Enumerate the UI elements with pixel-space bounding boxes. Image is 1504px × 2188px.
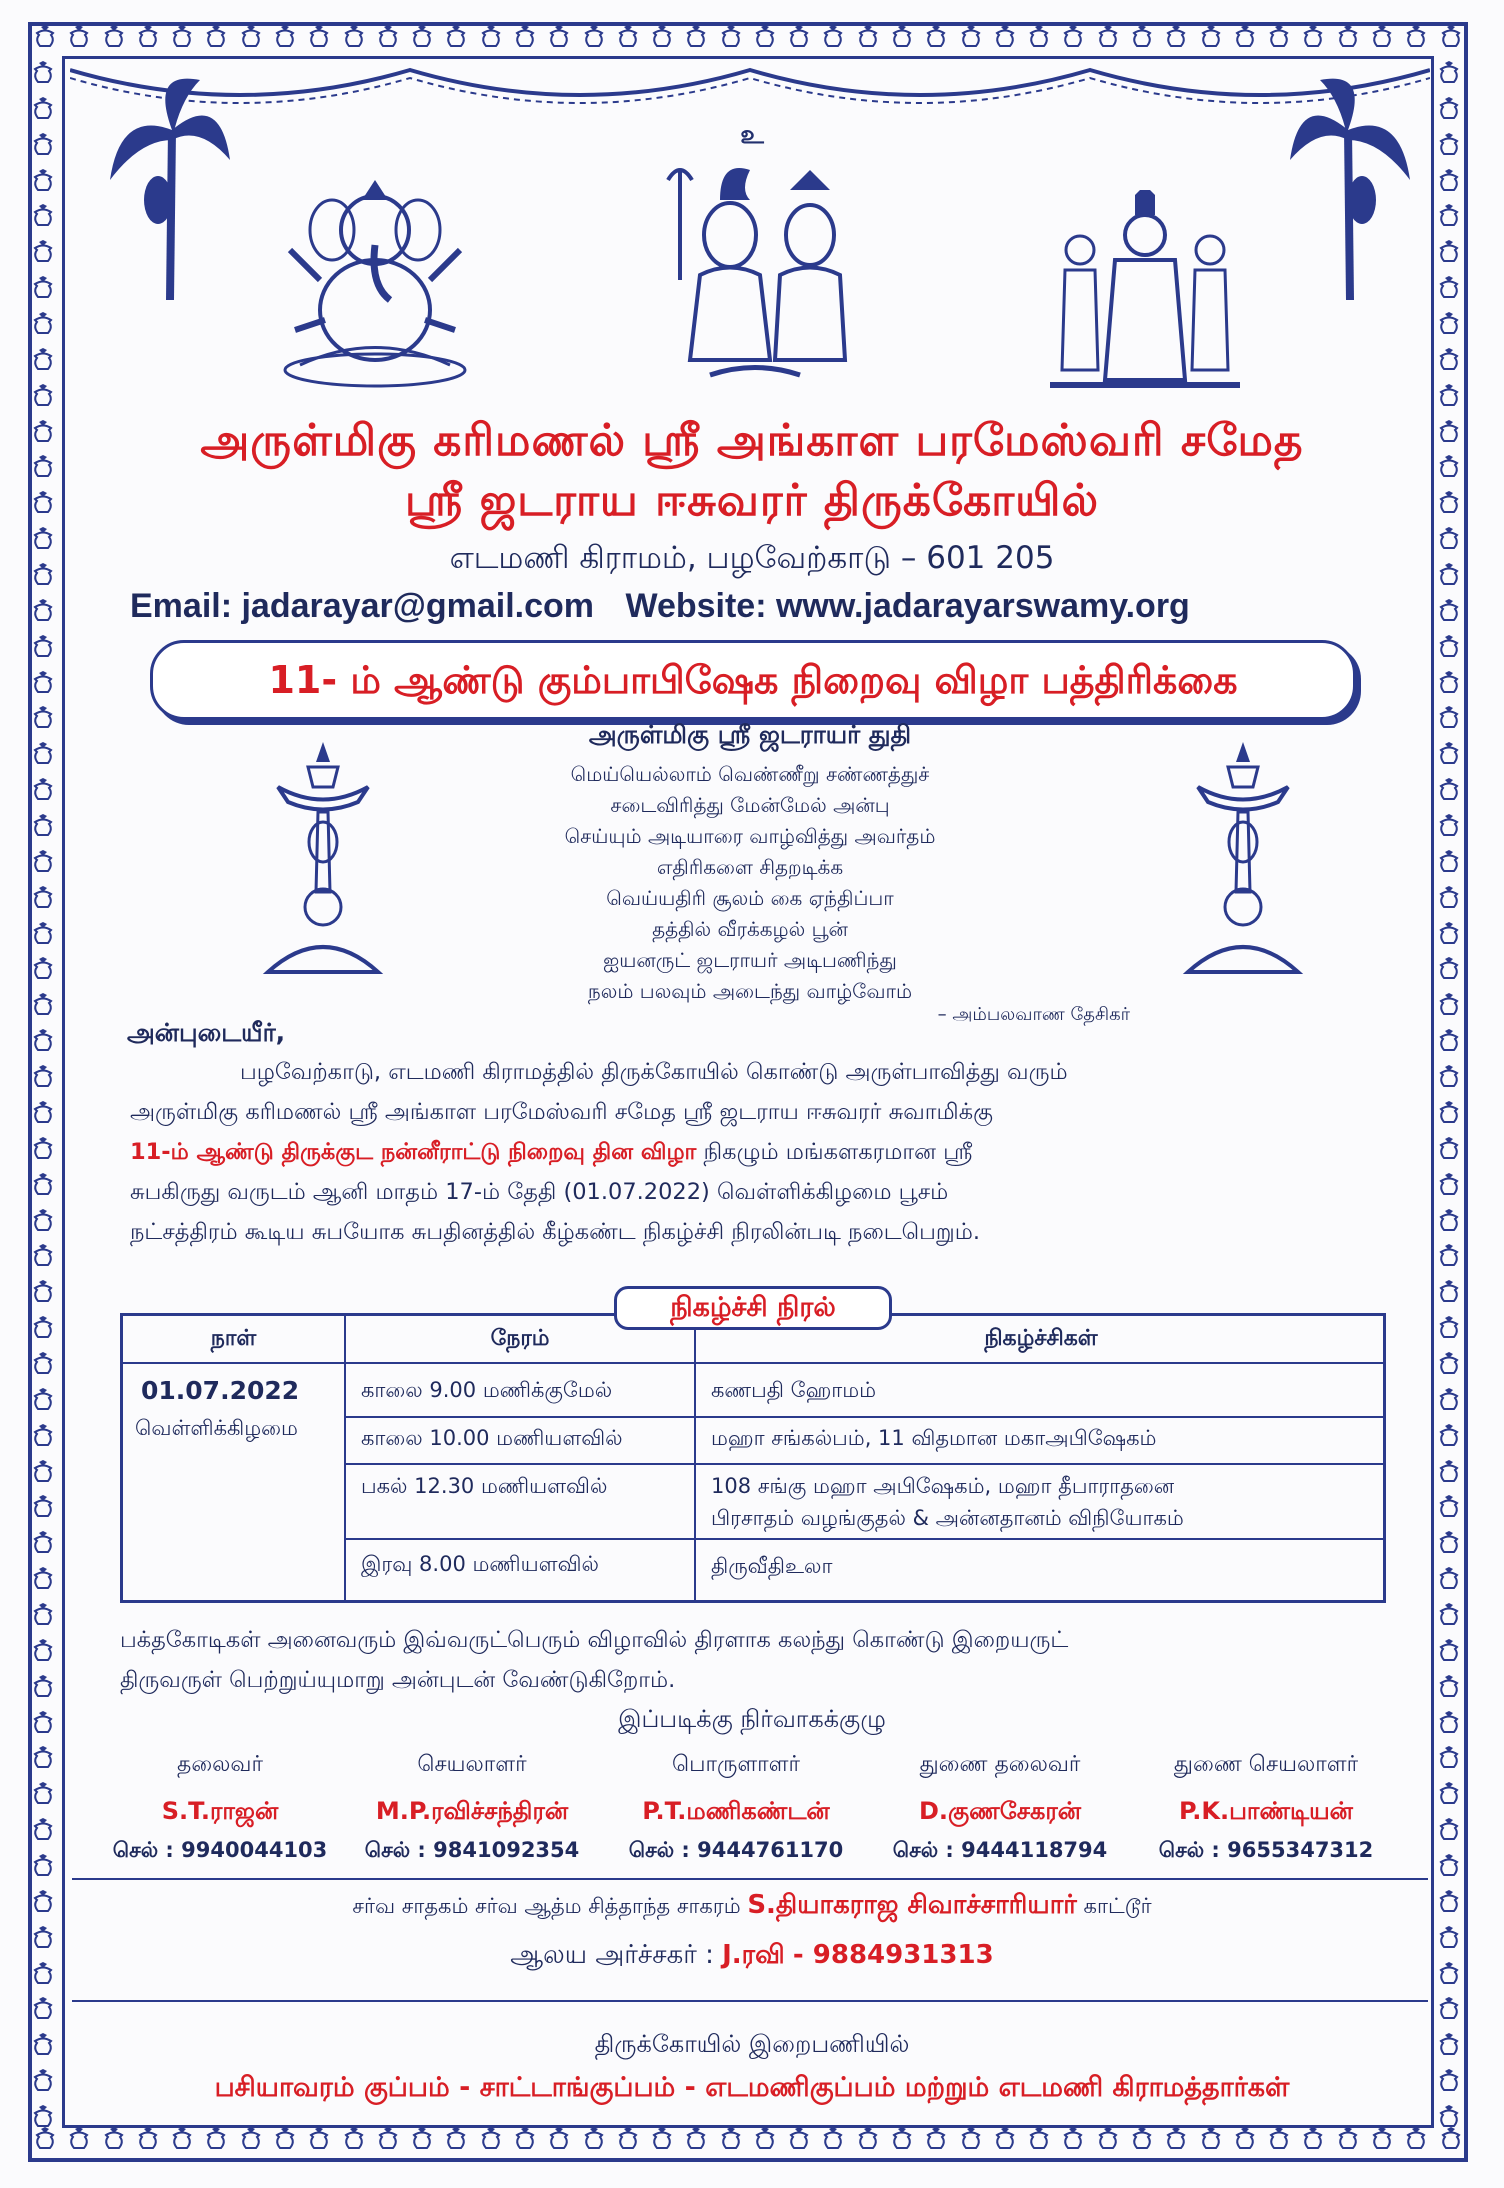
pot-ornament-icon xyxy=(820,2126,846,2152)
pot-ornament-icon xyxy=(30,1423,56,1449)
pot-ornament-icon xyxy=(272,2126,298,2152)
pot-ornament-icon xyxy=(30,670,56,696)
pot-ornament-icon xyxy=(1163,24,1189,50)
pot-ornament-icon xyxy=(1436,419,1462,445)
pot-ornament-icon xyxy=(786,2126,812,2152)
row-divider xyxy=(344,1463,1383,1465)
poem-line: மெய்யெல்லாம் வெண்ணீறு சண்ணத்துச் xyxy=(570,762,930,786)
pot-ornament-icon xyxy=(1403,2126,1429,2152)
row-time: காலை 9.00 மணிக்குமேல் xyxy=(361,1378,613,1402)
pot-ornament-icon xyxy=(409,2126,435,2152)
pot-ornament-icon xyxy=(30,992,56,1018)
temple-title-line2: ஸ்ரீ ஜடராய ஈசுவரர் திருக்கோயில் xyxy=(405,475,1099,526)
pot-ornament-icon xyxy=(752,24,778,50)
poem-line: சடைவிரித்து மேன்மேல் அன்பு xyxy=(610,793,890,817)
pot-ornament-icon xyxy=(272,24,298,50)
row-event: கணபதி ஹோமம் xyxy=(711,1378,877,1402)
pot-ornament-icon xyxy=(66,2126,92,2152)
festival-name: 11-ம் ஆண்டு திருக்குட நன்னீராட்டு நிறைவு தின விழா xyxy=(130,1139,697,1165)
col-header-events: நிகழ்ச்சிகள் xyxy=(984,1326,1098,1351)
pot-ornament-icon xyxy=(30,96,56,122)
pot-ornament-icon xyxy=(1436,598,1462,624)
committee-title: இப்படிக்கு நிர்வாகக்குழு xyxy=(618,1705,886,1733)
pot-ornament-icon xyxy=(1436,885,1462,911)
pot-ornament-icon xyxy=(30,383,56,409)
pot-ornament-icon xyxy=(683,2126,709,2152)
committee-member xyxy=(874,1752,1126,1865)
member-name: M.P.ரவிச்சந்திரன் xyxy=(375,1797,569,1825)
chief-priest-line xyxy=(0,1890,1504,1923)
committee-member xyxy=(346,1752,598,1865)
pot-ornament-icon xyxy=(1436,634,1462,660)
row-event: மஹா சங்கல்பம், 11 விதமான மகாஅபிஷேகம் xyxy=(711,1426,1157,1450)
pot-ornament-icon xyxy=(1436,490,1462,516)
pot-ornament-icon xyxy=(30,1028,56,1054)
row-time: இரவு 8.00 மணியளவில் xyxy=(361,1552,599,1576)
contact-line xyxy=(130,587,1212,626)
service-line: திருக்கோயில் இறைபணியில் xyxy=(594,2030,910,2058)
member-phone: செல் : 9841092354 xyxy=(364,1838,580,1862)
priest-place: காட்டூர் xyxy=(1083,1894,1152,1918)
pot-ornament-icon xyxy=(855,2126,881,2152)
pot-ornament-icon xyxy=(1436,1530,1462,1556)
pot-ornament-icon xyxy=(30,777,56,803)
ganesha-icon xyxy=(270,160,480,390)
pot-ornament-icon xyxy=(1436,1208,1462,1234)
pot-ornament-icon xyxy=(30,239,56,265)
pot-ornament-icon xyxy=(1436,813,1462,839)
pot-ornament-icon xyxy=(30,1351,56,1377)
pot-ornament-icon xyxy=(30,2104,56,2130)
pot-ornament-icon xyxy=(683,24,709,50)
pot-ornament-icon xyxy=(1436,1853,1462,1879)
pot-ornament-icon xyxy=(30,1279,56,1305)
pot-ornament-icon xyxy=(30,562,56,588)
pot-ornament-icon xyxy=(889,24,915,50)
pot-ornament-icon xyxy=(478,2126,504,2152)
pot-ornament-icon xyxy=(1436,849,1462,875)
pot-ornament-icon xyxy=(30,60,56,86)
event-date: 01.07.2022 xyxy=(141,1376,300,1405)
header-divider xyxy=(123,1362,1383,1364)
pot-ornament-icon xyxy=(101,2126,127,2152)
pot-ornament-icon xyxy=(1369,24,1395,50)
poem-line: ஐயனருட் ஜடராயர் அடிபணிந்து xyxy=(603,948,897,972)
pot-ornament-icon xyxy=(1436,1745,1462,1771)
pot-ornament-icon xyxy=(101,24,127,50)
pot-ornament-icon xyxy=(375,2126,401,2152)
pot-ornament-icon xyxy=(1436,2104,1462,2130)
pot-ornament-icon xyxy=(1436,1136,1462,1162)
col-header-date: நாள் xyxy=(210,1326,257,1351)
pot-ornament-icon xyxy=(1300,24,1326,50)
garland-decoration xyxy=(70,60,1430,120)
schedule-title: நிகழ்ச்சி நிரல் xyxy=(614,1286,892,1330)
pot-ornament-icon xyxy=(1129,24,1155,50)
pot-ornament-icon xyxy=(1436,239,1462,265)
pot-ornament-icon xyxy=(1436,96,1462,122)
member-role: துணை தலைவர் xyxy=(919,1752,1081,1777)
poem-line: எதிரிகளை சிதறடிக்க xyxy=(656,855,844,879)
pot-ornament-icon xyxy=(958,24,984,50)
pot-ornament-icon xyxy=(512,24,538,50)
pot-ornament-icon xyxy=(1300,2126,1326,2152)
member-name: P.T.மணிகண்டன் xyxy=(642,1797,830,1825)
pot-ornament-icon xyxy=(718,24,744,50)
pot-ornament-icon xyxy=(649,2126,675,2152)
invitation-banner: 11- ம் ஆண்டு கும்பாபிஷேக நிறைவு விழா பத்திரிக்கை xyxy=(150,640,1356,720)
pot-ornament-icon xyxy=(203,2126,229,2152)
pot-border-left xyxy=(30,60,62,2130)
row-divider xyxy=(344,1416,1383,1418)
shiva-parvati-icon xyxy=(650,160,860,390)
pot-ornament-icon xyxy=(1436,777,1462,803)
committee-member xyxy=(94,1752,346,1865)
pot-ornament-icon xyxy=(1436,383,1462,409)
pot-ornament-icon xyxy=(1198,24,1224,50)
archakar-label: ஆலய அர்ச்சகர் : xyxy=(510,1940,714,1970)
pot-ornament-icon xyxy=(1060,2126,1086,2152)
pot-ornament-icon xyxy=(30,1064,56,1090)
pot-ornament-icon xyxy=(1403,24,1429,50)
pot-ornament-icon xyxy=(341,2126,367,2152)
pot-ornament-icon xyxy=(1335,2126,1361,2152)
pot-ornament-icon xyxy=(1438,24,1464,50)
poem-author: – அம்பலவாண தேசிகர் xyxy=(937,1004,1130,1025)
pot-ornament-icon xyxy=(30,275,56,301)
pot-ornament-icon xyxy=(1436,1423,1462,1449)
pot-ornament-icon xyxy=(1436,275,1462,301)
pot-ornament-icon xyxy=(1436,60,1462,86)
pot-ornament-icon xyxy=(581,24,607,50)
archakar-line xyxy=(0,1940,1504,1973)
pot-ornament-icon xyxy=(512,2126,538,2152)
archakar-phone: - 9884931313 xyxy=(792,1940,994,1970)
pot-ornament-icon xyxy=(615,24,641,50)
pot-ornament-icon xyxy=(30,168,56,194)
member-phone: செல் : 9655347312 xyxy=(1158,1838,1374,1862)
pot-ornament-icon xyxy=(1198,2126,1224,2152)
pot-ornament-icon xyxy=(306,2126,332,2152)
pot-ornament-icon xyxy=(992,2126,1018,2152)
pot-ornament-icon xyxy=(30,741,56,767)
pot-ornament-icon xyxy=(1335,24,1361,50)
pot-ornament-icon xyxy=(1436,1566,1462,1592)
pot-ornament-icon xyxy=(855,24,881,50)
pot-ornament-icon xyxy=(1436,1638,1462,1664)
pot-ornament-icon xyxy=(478,24,504,50)
pot-ornament-icon xyxy=(1026,24,1052,50)
archakar-name: J.ரவி xyxy=(722,1940,785,1970)
member-role: செயலாளர் xyxy=(417,1752,527,1777)
pot-ornament-icon xyxy=(30,203,56,229)
pot-ornament-icon xyxy=(30,526,56,552)
pot-ornament-icon xyxy=(1436,1602,1462,1628)
pot-ornament-icon xyxy=(1436,1028,1462,1054)
pot-ornament-icon xyxy=(30,1566,56,1592)
invitation-line-rest: நிகழும் மங்களகரமான ஸ்ரீ xyxy=(696,1139,973,1165)
pot-ornament-icon xyxy=(718,2126,744,2152)
member-phone: செல் : 9444761170 xyxy=(628,1838,844,1862)
row-time: பகல் 12.30 மணியளவில் xyxy=(361,1474,608,1498)
pot-ornament-icon xyxy=(923,2126,949,2152)
pot-ornament-icon xyxy=(992,24,1018,50)
pot-ornament-icon xyxy=(135,24,161,50)
pot-ornament-icon xyxy=(443,2126,469,2152)
member-name: P.K.பாண்டியன் xyxy=(1179,1797,1353,1825)
committee-member xyxy=(1140,1752,1392,1865)
pot-ornament-icon xyxy=(30,490,56,516)
pot-ornament-icon xyxy=(30,1996,56,2022)
priest-title: சர்வ சாதகம் சர்வ ஆத்ம சித்தாந்த சாகரம் xyxy=(352,1894,741,1918)
pot-ornament-icon xyxy=(30,1494,56,1520)
pot-ornament-icon xyxy=(1266,2126,1292,2152)
villages-line: பசியாவரம் குப்பம் - சாட்டாங்குப்பம் - எடமணிகுப்பம் மற்றும் எடமணி கிராமத்தார்கள் xyxy=(214,2072,1290,2103)
member-role: பொருளாளர் xyxy=(671,1752,801,1777)
pot-ornament-icon xyxy=(30,885,56,911)
pot-ornament-icon xyxy=(30,1243,56,1269)
pot-ornament-icon xyxy=(30,347,56,373)
pot-ornament-icon xyxy=(30,849,56,875)
pot-ornament-icon xyxy=(1436,562,1462,588)
pot-ornament-icon xyxy=(30,1530,56,1556)
pot-ornament-icon xyxy=(30,132,56,158)
pot-ornament-icon xyxy=(1436,203,1462,229)
pot-ornament-icon xyxy=(1369,2126,1395,2152)
pot-ornament-icon xyxy=(1436,1315,1462,1341)
invitation-line: நட்சத்திரம் கூடிய சுபயோக சுபதினத்தில் கீழ்கண்ட நிகழ்ச்சி நிரலின்படி நடைபெறும். xyxy=(130,1219,980,1245)
pot-ornament-icon xyxy=(135,2126,161,2152)
pot-ornament-icon xyxy=(1436,1459,1462,1485)
pot-ornament-icon xyxy=(66,24,92,50)
pot-ornament-icon xyxy=(1436,1351,1462,1377)
invitation-line xyxy=(130,1132,1370,1172)
pot-ornament-icon xyxy=(30,1100,56,1126)
pot-ornament-icon xyxy=(615,2126,641,2152)
closing-paragraph xyxy=(120,1620,1390,1700)
row-event: 108 சங்கு மஹா அபிஷேகம், மஹா தீபாராதனை xyxy=(711,1474,1175,1498)
row-event: பிரசாதம் வழங்குதல் & அன்னதானம் விநியோகம் xyxy=(711,1506,1184,1530)
pot-ornament-icon xyxy=(1436,1100,1462,1126)
member-name: D.குணசேகரன் xyxy=(918,1797,1082,1825)
pot-ornament-icon xyxy=(341,24,367,50)
temple-address: எடமணி கிராமம், பழவேற்காடு – 601 205 xyxy=(449,540,1055,576)
pot-ornament-icon xyxy=(30,1638,56,1664)
pot-ornament-icon xyxy=(1163,2126,1189,2152)
pot-ornament-icon xyxy=(889,2126,915,2152)
committee-member xyxy=(610,1752,862,1865)
pot-ornament-icon xyxy=(30,1781,56,1807)
prayer-poem xyxy=(400,720,1130,1025)
pot-ornament-icon xyxy=(1436,1494,1462,1520)
pot-ornament-icon xyxy=(1436,454,1462,480)
pot-ornament-icon xyxy=(30,1136,56,1162)
pot-ornament-icon xyxy=(1436,705,1462,731)
pot-ornament-icon xyxy=(30,1602,56,1628)
pot-ornament-icon xyxy=(306,24,332,50)
pot-ornament-icon xyxy=(30,1853,56,1879)
invitation-paragraph xyxy=(130,1052,1370,1252)
pot-ornament-icon xyxy=(30,956,56,982)
member-name: S.T.ராஜன் xyxy=(161,1797,279,1825)
pot-ornament-icon xyxy=(1436,168,1462,194)
pot-ornament-icon xyxy=(169,24,195,50)
invocation-symbol: உ xyxy=(740,120,764,150)
pot-ornament-icon xyxy=(1232,24,1258,50)
pot-ornament-icon xyxy=(1436,670,1462,696)
pot-ornament-icon xyxy=(1436,526,1462,552)
pot-ornament-icon xyxy=(1436,921,1462,947)
closing-line: திருவருள் பெற்றுய்யுமாறு அன்புடன் வேண்டுகிறோம். xyxy=(120,1667,676,1693)
pot-ornament-icon xyxy=(1095,24,1121,50)
pot-ornament-icon xyxy=(1436,1172,1462,1198)
pot-ornament-icon xyxy=(1060,24,1086,50)
poem-line: நலம் பலவும் அடைந்து வாழ்வோம் xyxy=(587,979,913,1003)
pot-ornament-icon xyxy=(30,1315,56,1341)
pot-ornament-icon xyxy=(203,24,229,50)
pot-ornament-icon xyxy=(1095,2126,1121,2152)
poem-heading: அருள்மிகு ஸ்ரீ ஜடராயர் துதி xyxy=(588,720,912,749)
invitation-line: சுபகிருது வருடம் ஆனி மாதம் 17-ம் தேதி (01.07.2022) வெள்ளிக்கிழமை பூசம் xyxy=(130,1179,949,1205)
pot-ornament-icon xyxy=(546,24,572,50)
pot-ornament-icon xyxy=(443,24,469,50)
pot-ornament-icon xyxy=(169,2126,195,2152)
priest-name: S.தியாகராஜ சிவாச்சாரியார் xyxy=(747,1890,1077,1920)
pot-ornament-icon xyxy=(1436,1243,1462,1269)
pot-border-bottom xyxy=(32,2126,1464,2160)
pot-ornament-icon xyxy=(958,2126,984,2152)
pot-ornament-icon xyxy=(820,24,846,50)
pot-ornament-icon xyxy=(30,813,56,839)
pot-ornament-icon xyxy=(30,454,56,480)
pot-ornament-icon xyxy=(923,24,949,50)
member-role: துணை செயலாளர் xyxy=(1173,1752,1359,1777)
pot-ornament-icon xyxy=(30,1674,56,1700)
pot-ornament-icon xyxy=(30,311,56,337)
invitation-line: அருள்மிகு கரிமணல் ஸ்ரீ அங்காள பரமேஸ்வரி சமேத ஸ்ரீ ஜடராய ஈசுவரர் சுவாமிக்கு xyxy=(130,1099,993,1125)
pot-ornament-icon xyxy=(30,921,56,947)
pot-ornament-icon xyxy=(32,24,58,50)
pot-ornament-icon xyxy=(30,1745,56,1771)
pot-ornament-icon xyxy=(30,1817,56,1843)
temple-title-line1: அருள்மிகு கரிமணல் ஸ்ரீ அங்காள பரமேஸ்வரி சமேத xyxy=(200,415,1304,466)
pot-ornament-icon xyxy=(1266,24,1292,50)
pot-ornament-icon xyxy=(752,2126,778,2152)
pot-ornament-icon xyxy=(1436,992,1462,1018)
pot-ornament-icon xyxy=(1436,1996,1462,2022)
pot-ornament-icon xyxy=(546,2126,572,2152)
schedule-table xyxy=(120,1313,1386,1603)
member-phone: செல் : 9940044103 xyxy=(112,1838,328,1862)
pot-ornament-icon xyxy=(1436,132,1462,158)
pot-ornament-icon xyxy=(1436,1817,1462,1843)
pot-ornament-icon xyxy=(238,24,264,50)
pot-ornament-icon xyxy=(30,1208,56,1234)
pot-ornament-icon xyxy=(1026,2126,1052,2152)
poem-line: தத்தில் வீரக்கழல் பூன் xyxy=(652,917,848,941)
pot-ornament-icon xyxy=(409,24,435,50)
pot-ornament-icon xyxy=(1436,311,1462,337)
pot-ornament-icon xyxy=(786,24,812,50)
oil-lamp-right-icon xyxy=(1158,742,1328,982)
pot-ornament-icon xyxy=(649,24,675,50)
row-time: காலை 10.00 மணியளவில் xyxy=(361,1426,623,1450)
pot-ornament-icon xyxy=(581,2126,607,2152)
pot-ornament-icon xyxy=(30,419,56,445)
pot-ornament-icon xyxy=(1436,1387,1462,1413)
pot-ornament-icon xyxy=(1436,1279,1462,1305)
poem-line: வெய்யதிரி சூலம் கை ஏந்திப்பா xyxy=(606,886,894,910)
email-text[interactable]: Email: jadarayar@gmail.com xyxy=(130,587,595,625)
pot-ornament-icon xyxy=(1436,956,1462,982)
member-phone: செல் : 9444118794 xyxy=(892,1838,1108,1862)
closing-line: பக்தகோடிகள் அனைவரும் இவ்வருட்பெரும் விழாவில் திரளாக கலந்து கொண்டு இறையருட் xyxy=(120,1627,1069,1653)
oil-lamp-left-icon xyxy=(238,742,408,982)
pot-ornament-icon xyxy=(238,2126,264,2152)
pot-ornament-icon xyxy=(1436,1674,1462,1700)
salutation: அன்புடையீர், xyxy=(127,1018,286,1047)
pot-ornament-icon xyxy=(1436,741,1462,767)
website-text[interactable]: Website: www.jadarayarswamy.org xyxy=(625,587,1190,625)
pot-ornament-icon xyxy=(1232,2126,1258,2152)
divider-rule xyxy=(72,2000,1428,2002)
banana-tree-right-icon xyxy=(1290,70,1410,300)
pot-ornament-icon xyxy=(30,598,56,624)
pot-border-top xyxy=(32,24,1464,58)
pot-ornament-icon xyxy=(375,24,401,50)
member-role: தலைவர் xyxy=(177,1752,263,1777)
pot-ornament-icon xyxy=(30,705,56,731)
row-event: திருவீதிஉலா xyxy=(711,1554,833,1578)
pot-ornament-icon xyxy=(1436,347,1462,373)
pot-ornament-icon xyxy=(30,1387,56,1413)
divider-rule xyxy=(72,1878,1428,1880)
row-divider xyxy=(344,1538,1383,1540)
banana-tree-left-icon xyxy=(110,70,230,300)
pot-ornament-icon xyxy=(30,634,56,660)
pot-ornament-icon xyxy=(1436,1064,1462,1090)
murugan-icon xyxy=(1040,190,1250,400)
pot-ornament-icon xyxy=(30,1459,56,1485)
invitation-line: பழவேற்காடு, எடமணி கிராமத்தில் திருக்கோயில் கொண்டு அருள்பாவித்து வரும் xyxy=(240,1059,1068,1085)
pot-ornament-icon xyxy=(1129,2126,1155,2152)
pot-ornament-icon xyxy=(30,1172,56,1198)
event-day: வெள்ளிக்கிழமை xyxy=(135,1416,298,1440)
pot-ornament-icon xyxy=(1436,1781,1462,1807)
poem-line: செய்யும் அடியாரை வாழ்வித்து அவர்தம் xyxy=(564,824,936,848)
pot-border-right xyxy=(1436,60,1468,2130)
col-header-time: நேரம் xyxy=(490,1326,550,1351)
